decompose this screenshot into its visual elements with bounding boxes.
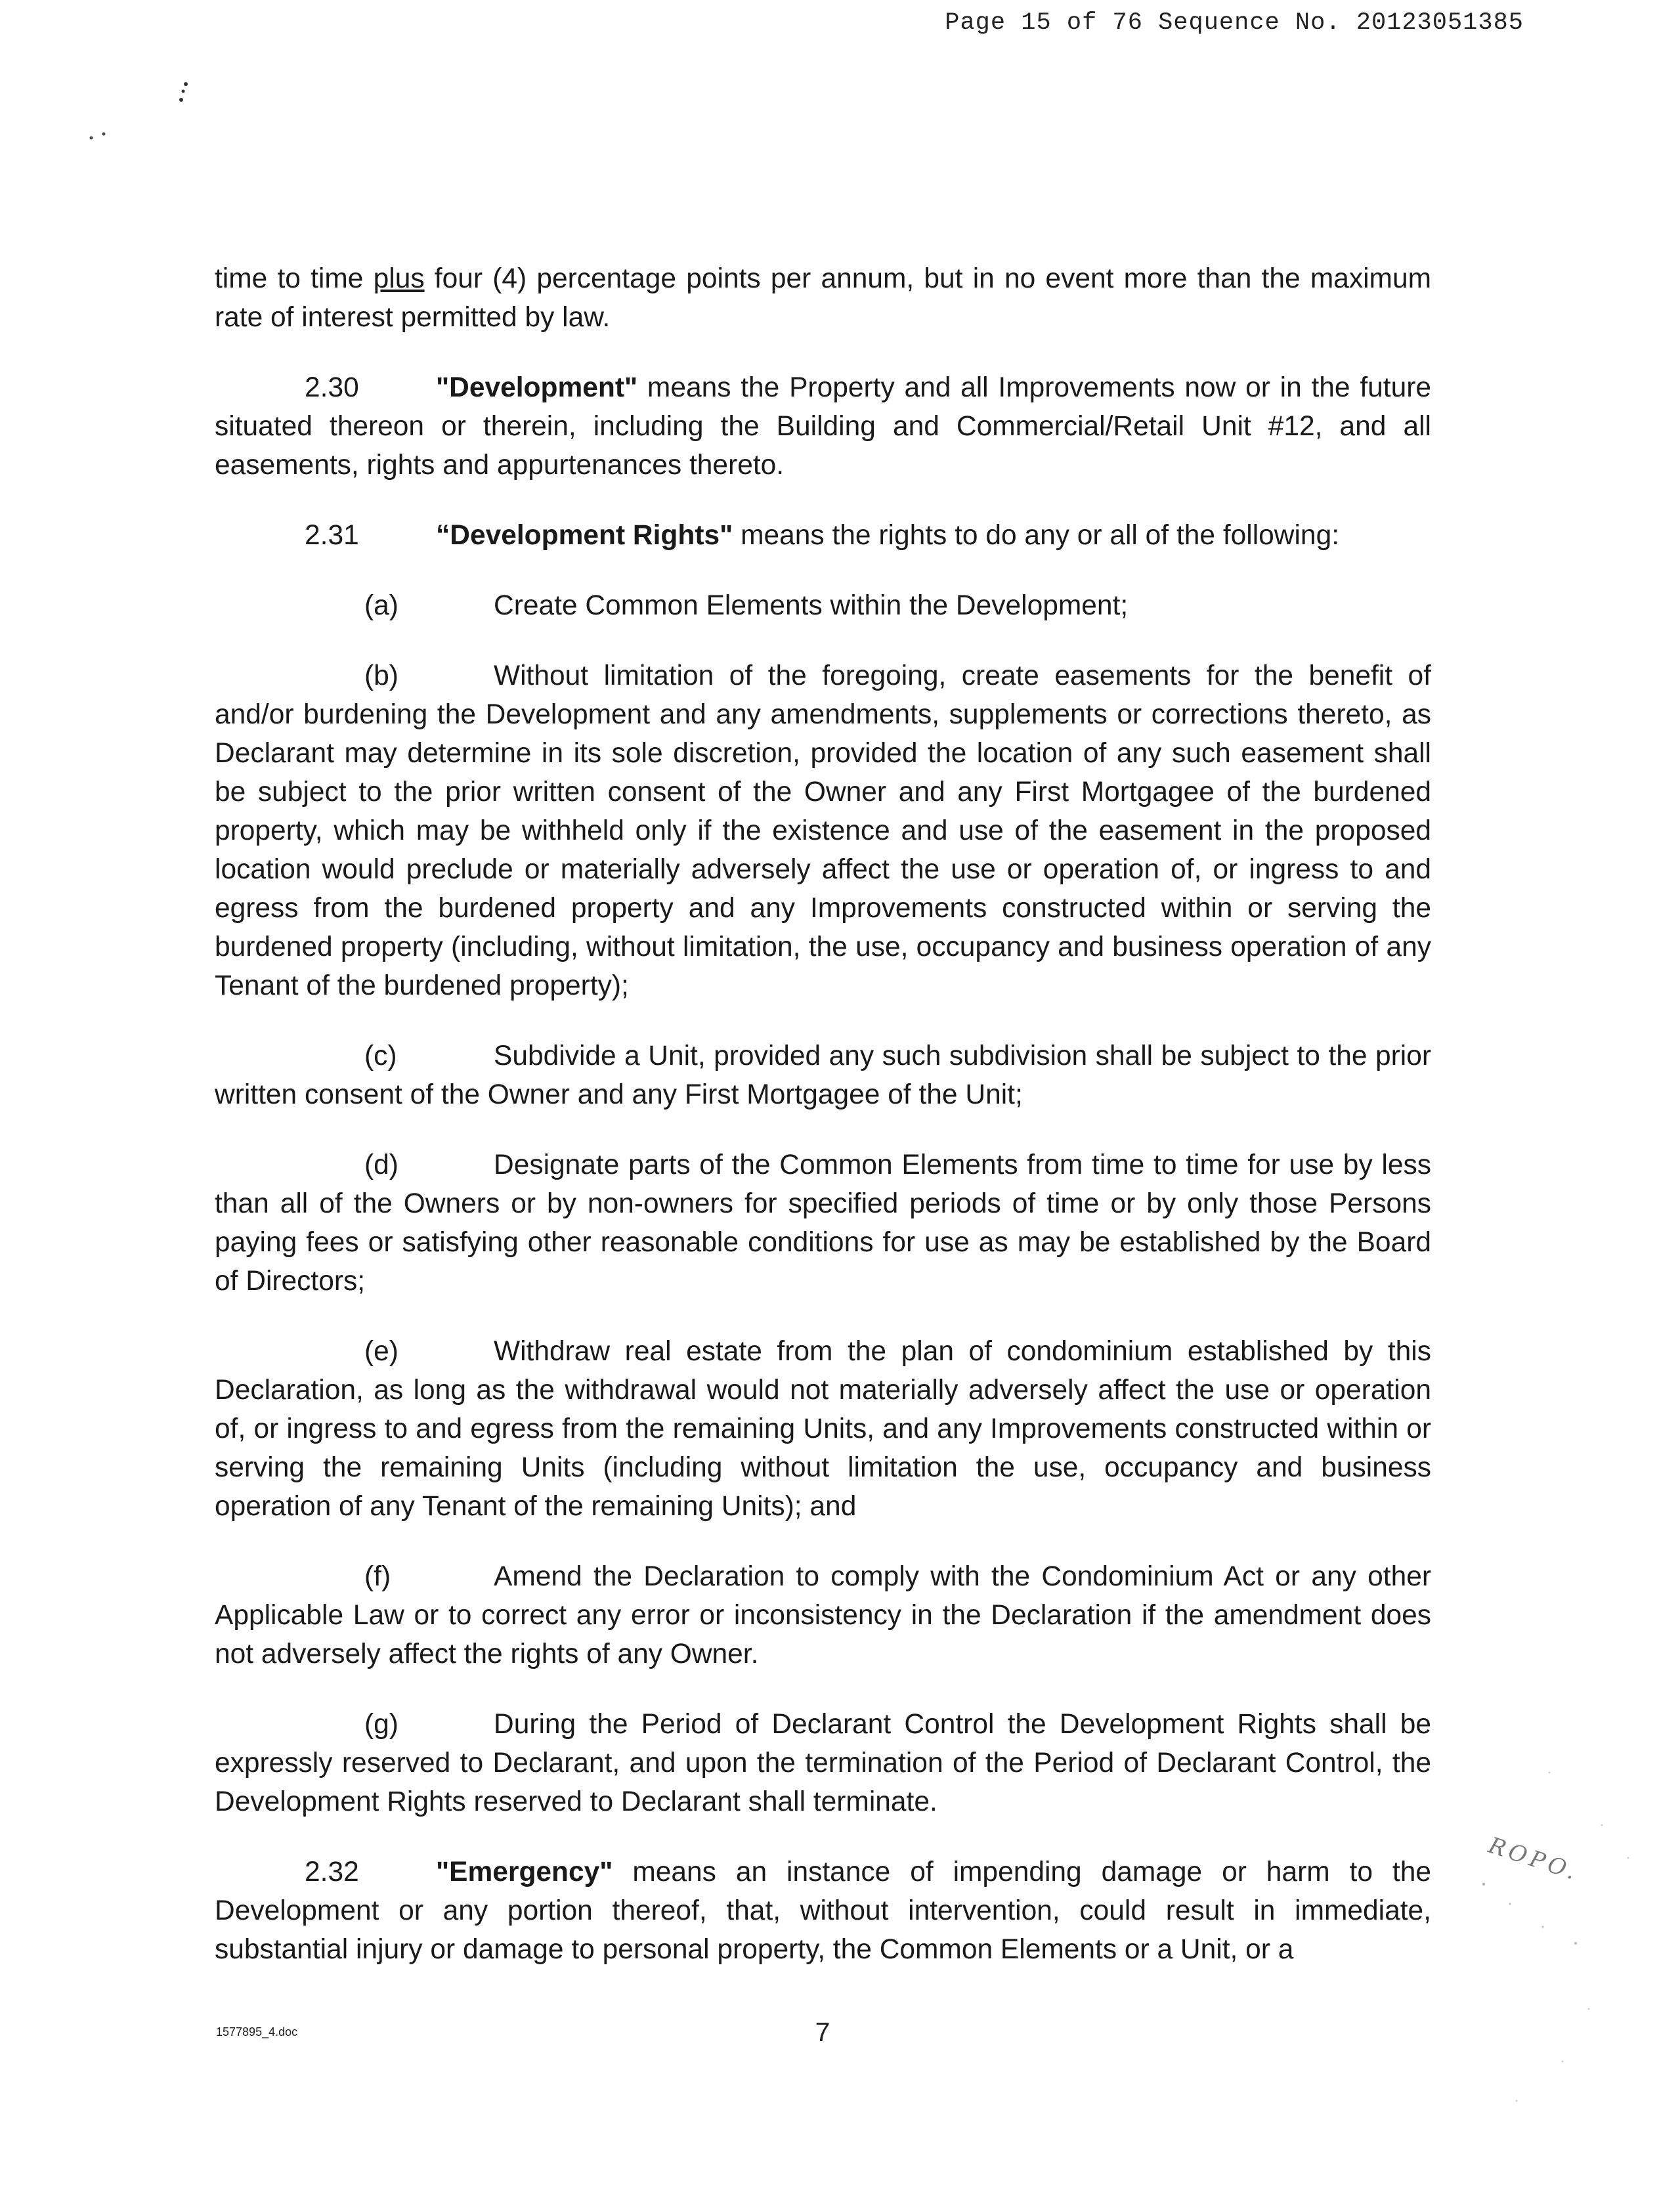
item-label: (c) [364, 1041, 397, 1071]
section-2-32: 2.32 "Emergency" means an instance of impending damage or harm to the Development or any portion thereof, that, without intervention, could result in immediate, substantial injury or damage to personal property, the Common Elements or a Unit, or a [215, 1853, 1431, 1969]
document-body [215, 259, 1431, 1969]
item-label: (g) [364, 1709, 398, 1740]
item-d: (d) Designate parts of the Common Elements from time to time for use by less than all of the Owners or by non-owners for specified periods of time or by only those Persons paying fees or satisfying other reasonable conditions for use as may be established by the Board of Directors; [215, 1146, 1431, 1301]
page-sequence-info: Page 15 of 76 Sequence No. 20123051385 [945, 9, 1524, 37]
item-c: (c) Subdivide a Unit, provided any such subdivision shall be subject to the prior written consent of the Owner and any First Mortgagee of the Unit; [215, 1037, 1431, 1114]
item-b: (b) Without limitation of the foregoing, create easements for the benefit of and/or burdening the Development and any amendments, supplements or corrections thereto, as Declarant may determine in its sole discretion, provided the location of any such easement shall be subject to the prior written consent of the Owner and any First Mortgagee of the burdened property, which may be withheld only if the existence and use of the easement in the proposed location would preclude or materially adversely affect the use or operation of, or ingress to and egress from the burdened property and any Improvements constructed within or serving the burdened property (including, without limitation, the use, occupancy and business operation of any Tenant of the burdened property); [215, 657, 1431, 1005]
underlined-plus: plus [373, 263, 425, 294]
item-g: (g) During the Period of Declarant Control the Development Rights shall be expressly reserved to Declarant, and upon the termination of the Period of Declarant Control, the Development Rights reserved to Declarant shall terminate. [215, 1705, 1431, 1821]
item-label: (b) [364, 660, 398, 691]
section-2-31: 2.31 “Development Rights" means the rights to do any or all of the following: [215, 516, 1431, 555]
item-label: (d) [364, 1150, 398, 1180]
item-a: (a) Create Common Elements within the Development; [364, 586, 1431, 625]
section-2-30: 2.30 "Development" means the Property and all Improvements now or in the future situated thereon or therein, including the Building and Commercial/Retail Unit #12, and all easements, rights and appurtenances thereto. [215, 368, 1431, 485]
defined-term: "Emergency" [436, 1857, 613, 1887]
paragraph-intro: time to time plus four (4) percentage points per annum, but in no event more than the maximum rate of interest permitted by law. [215, 263, 1431, 333]
item-label: (f) [364, 1561, 391, 1592]
page-number: 7 [815, 2017, 830, 2047]
item-e: (e) Withdraw real estate from the plan of condominium established by this Declaration, as long as the withdrawal would not materially adversely affect the use or operation of, or ingress to and egress from the remaining Units, and any Improvements constructed within or serving the remaining Units (including without limitation the use, occupancy and business operation of any Tenant of the remaining Units); and [215, 1332, 1431, 1526]
document-file-id: 1577895_4.doc [216, 2025, 298, 2038]
item-label: (e) [364, 1336, 398, 1367]
item-label: (a) [364, 590, 398, 621]
section-number: 2.30 [305, 372, 359, 403]
item-f: (f) Amend the Declaration to comply with the Condominium Act or any other Applicable Law or to correct any error or inconsistency in the Declaration if the amendment does not adversely affect the rights of any Owner. [215, 1557, 1431, 1673]
faint-stamp-mark: ROPO. [1485, 1832, 1583, 1887]
defined-term: “Development Rights" [436, 520, 733, 551]
section-number: 2.31 [305, 520, 359, 551]
defined-term: "Development" [436, 372, 638, 403]
section-number: 2.32 [305, 1857, 359, 1887]
